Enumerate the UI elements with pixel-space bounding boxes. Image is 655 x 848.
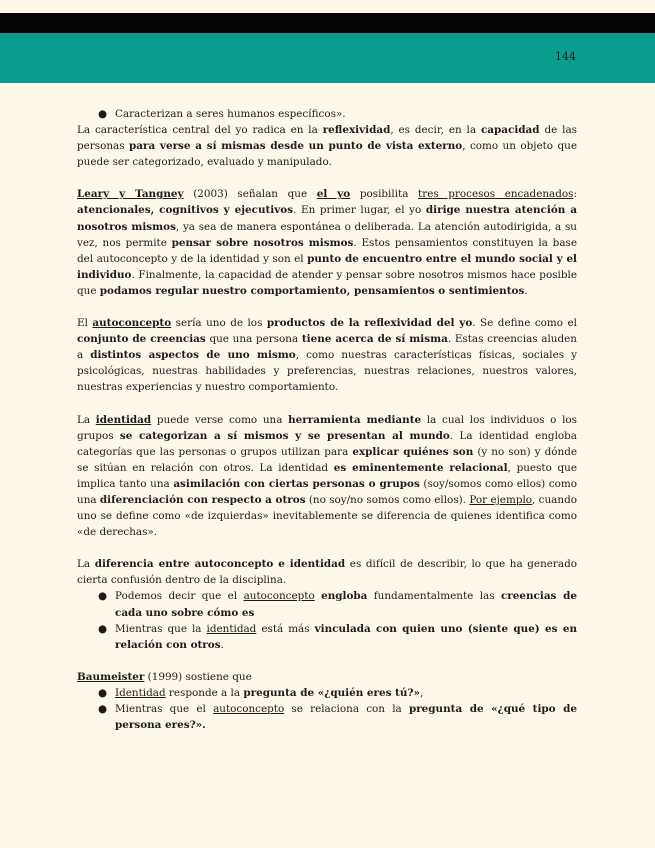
text-run: , ya sea de manera espontánea o deliberada. La atención autodirigida, a su vez, nos permite: [77, 220, 577, 249]
bold-run: punto de encuentro entre el mundo social y el individuo: [77, 252, 578, 281]
text-run: . Estos pensamientos constituyen la base del autoconcepto y de la identidad y son el: [77, 236, 577, 265]
list-item: [77, 106, 577, 122]
header-black-band: [0, 13, 655, 33]
bullet-icon: ●: [98, 108, 108, 120]
diferencia-bullet-list: [77, 588, 577, 652]
bold-run: para verse a sí mismas desde un punto de vista externo: [129, 140, 463, 153]
bold-run: productos de la reflexividad del yo: [266, 317, 473, 330]
text-run: La característica central del yo radica en la: [77, 124, 323, 137]
bold-run: dirige nuestra atención a nosotros mismos: [77, 204, 577, 233]
text-run: sería uno de los: [171, 317, 267, 330]
bold-run: conjunto de creencias: [77, 333, 206, 346]
text-run: que una persona: [205, 333, 302, 346]
underlined-bold-run: el yo: [316, 188, 351, 201]
text-run: (2003) señalan que: [183, 188, 317, 201]
text-run: está más: [256, 622, 315, 635]
text-run: La: [77, 558, 95, 571]
list-item: [77, 685, 577, 701]
underlined-run: autoconcepto: [213, 703, 285, 715]
underlined-bold-run: identidad: [95, 413, 152, 426]
baumeister-bullet-list: [77, 685, 577, 733]
text-run: de las personas: [77, 124, 577, 153]
citation-leary-tangney: Leary y Tangney: [77, 188, 184, 201]
list-item-text: Caracterizan a seres humanos específicos».: [115, 108, 346, 120]
text-run: Mientras que el: [115, 703, 214, 715]
top-margin: [0, 0, 655, 13]
bold-run: distintos aspectos de uno mismo: [90, 349, 296, 362]
page-body: [77, 106, 577, 733]
paragraph-diferencia: [77, 556, 577, 588]
bold-run: explicar quiénes son: [352, 445, 474, 458]
list-item: [77, 588, 577, 620]
text-run: . La identidad engloba categorías que las personas o grupos utilizan para: [77, 429, 577, 458]
bold-run: diferencia entre autoconcepto e identidad: [94, 558, 346, 571]
text-run: posibilita: [350, 188, 419, 201]
list-item: [77, 701, 577, 733]
text-run: (1999) sostiene que: [144, 670, 252, 683]
bold-run: reflexividad: [322, 124, 391, 137]
underlined-run: tres procesos encadenados: [418, 188, 574, 201]
text-run: Podemos decir que el: [115, 590, 244, 603]
text-run: ,: [419, 686, 424, 699]
text-run: . Finalmente, la capacidad de atender y pensar sobre nosotros mismos hace posible que: [77, 268, 577, 297]
text-run: Mientras que la: [115, 622, 207, 635]
text-run: es difícil de describir, lo que ha generado cierta confusión dentro de la disciplina.: [77, 558, 577, 587]
text-run: , es decir, en la: [390, 124, 481, 137]
underlined-run: Por ejemplo: [469, 493, 533, 506]
bold-run: atencionales, cognitivos y ejecutivos: [77, 204, 294, 217]
text-run: (y no son) y dónde se sitúan en relación con otros. La identidad: [77, 445, 577, 474]
text-run: , cuando uno se define como «de izquierdas» inevitablemente se diferencia de quienes identifica como «de derechas».: [77, 493, 577, 539]
underlined-bold-run: autoconcepto: [92, 317, 172, 330]
bold-run: tiene acerca de sí misma: [301, 333, 448, 346]
paragraph-reflexividad: [77, 122, 577, 170]
underlined-run: Identidad: [115, 686, 166, 699]
underlined-run: autoconcepto: [243, 590, 315, 603]
text-run: .: [524, 284, 528, 297]
text-run: puede verse como una: [151, 413, 289, 426]
underlined-run: identidad: [206, 622, 257, 635]
bold-run: se categorizan a sí mismos y se presentan al mundo: [119, 429, 450, 442]
paragraph-leary-tangney: [77, 186, 577, 299]
text-run: , puesto que implica tanto una: [77, 461, 577, 490]
text-run: , como nuestras características físicas, sociales y psicológicas, nuestras habilidades y preferencias, nuestras relaciones, nuestros valores, nuestras experiencias y nuestro comportamiento.: [77, 349, 578, 394]
text-run: . Estas creencias aluden a: [77, 333, 577, 362]
bold-run: pregunta de «¿qué tipo de persona eres?».: [115, 703, 577, 732]
text-run: (soy/somos como ellos) como una: [77, 477, 577, 506]
text-run: responde a la: [165, 686, 244, 699]
text-run: , como un objeto que puede ser categorizado, evaluado y manipulado.: [77, 140, 577, 169]
text-run: .: [220, 638, 224, 651]
text-run: fundamentalmente las: [367, 590, 501, 603]
intro-bullet-list: [77, 106, 577, 122]
bold-run: engloba: [321, 590, 368, 603]
bullet-icon: ●: [98, 590, 108, 603]
list-item: [77, 621, 577, 653]
text-run: El: [77, 317, 93, 330]
paragraph-identidad: [77, 412, 577, 541]
text-run: La: [77, 413, 96, 426]
text-run: la cual los individuos o los grupos: [77, 413, 577, 442]
citation-baumeister: Baumeister: [77, 670, 145, 683]
text-run: . En primer lugar, el yo: [293, 204, 426, 217]
text-run: . Se define como el: [472, 317, 577, 330]
bold-run: pregunta de «¿quién eres tú?»: [243, 686, 420, 699]
bullet-icon: ●: [98, 703, 108, 715]
bold-run: herramienta mediante: [288, 413, 422, 426]
text-run: (no soy/no somos como ellos).: [305, 493, 470, 506]
bold-run: diferenciación con respecto a otros: [99, 493, 306, 506]
paragraph-autoconcepto: [77, 315, 577, 395]
text-run: :: [573, 188, 577, 201]
text-run: se relaciona con la: [284, 703, 409, 715]
bullet-icon: ●: [98, 686, 108, 699]
bold-run: creencias de cada uno sobre cómo es: [115, 590, 577, 619]
bullet-icon: ●: [98, 622, 108, 635]
bold-run: capacidad: [480, 124, 540, 137]
bold-run: vinculada con quien uno (siente que) es en relación con otros: [115, 622, 577, 651]
page-number: 144: [555, 50, 576, 63]
bold-run: asimilación con ciertas personas o grupos: [173, 477, 420, 490]
bold-run: pensar sobre nosotros mismos: [171, 236, 354, 249]
bold-run: es eminentemente relacional: [333, 461, 508, 474]
bold-run: podamos regular nuestro comportamiento, pensamientos o sentimientos: [99, 284, 525, 297]
paragraph-baumeister: [77, 669, 577, 685]
